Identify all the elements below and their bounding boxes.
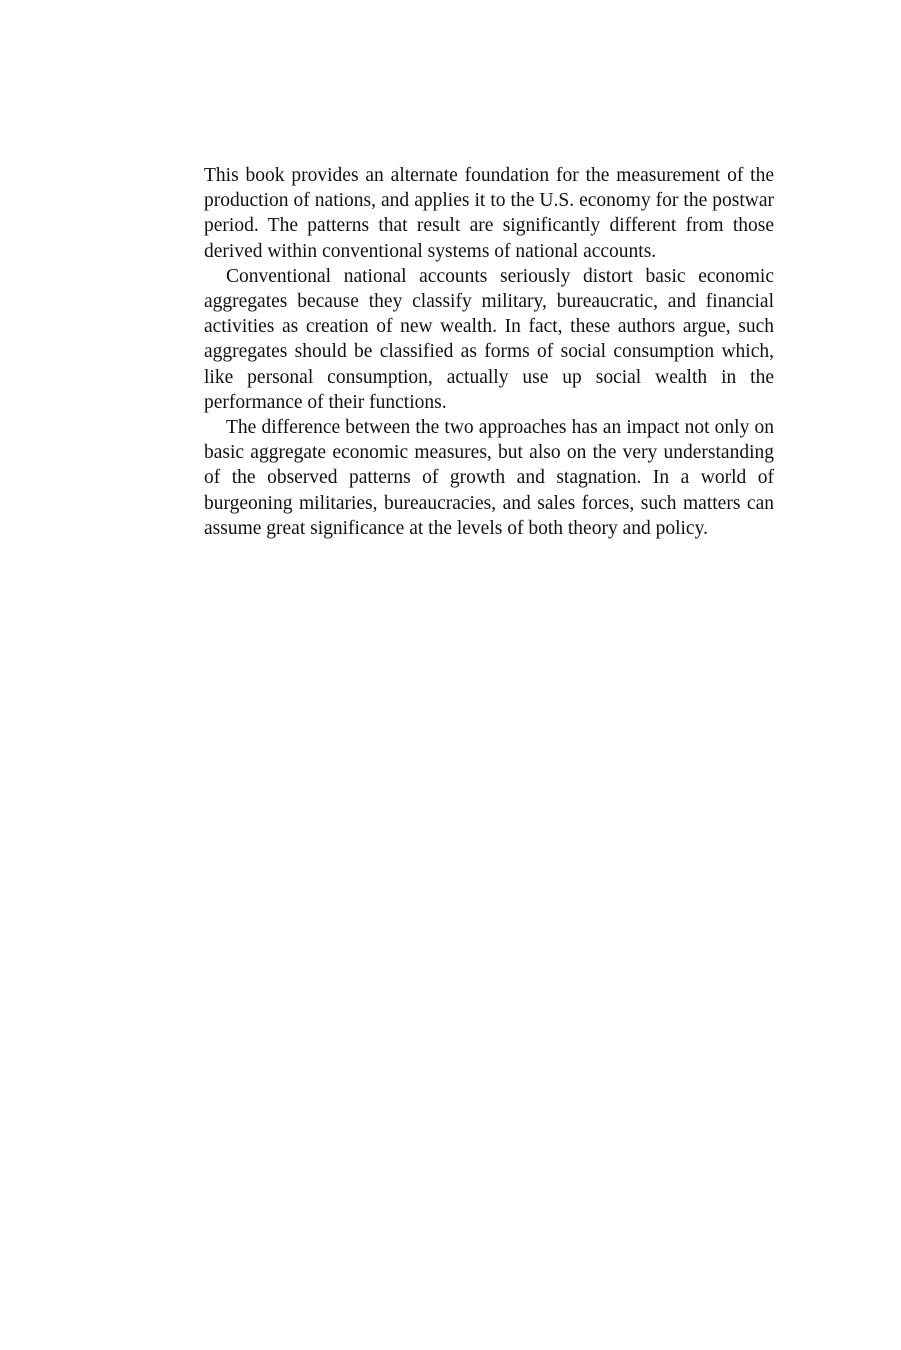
body-text	[204, 163, 774, 541]
paragraph-1: This book provides an alternate foundation for the measurement of the production of nations, and applies it to the U.S. economy for the postwar period. The patterns that result are significantly different from those derived within conventional systems of national accounts.	[204, 165, 774, 262]
paragraph-2: Conventional national accounts seriously distort basic economic aggregates because they classify military, bureaucratic, and financial activities as creation of new wealth. In fact, these authors argue, such aggregates should be classified as forms of social consumption which, like personal consumption, actually use up social wealth in the performance of their functions.	[204, 265, 774, 413]
paragraph-3: The difference between the two approaches has an impact not only on basic aggregate economic measures, but also on the very understanding of the observed patterns of growth and stagnation. In a world of burgeoning militaries, bureaucracies, and sales forces, such matters can assume great significance at the levels of both theory and policy.	[204, 417, 774, 539]
